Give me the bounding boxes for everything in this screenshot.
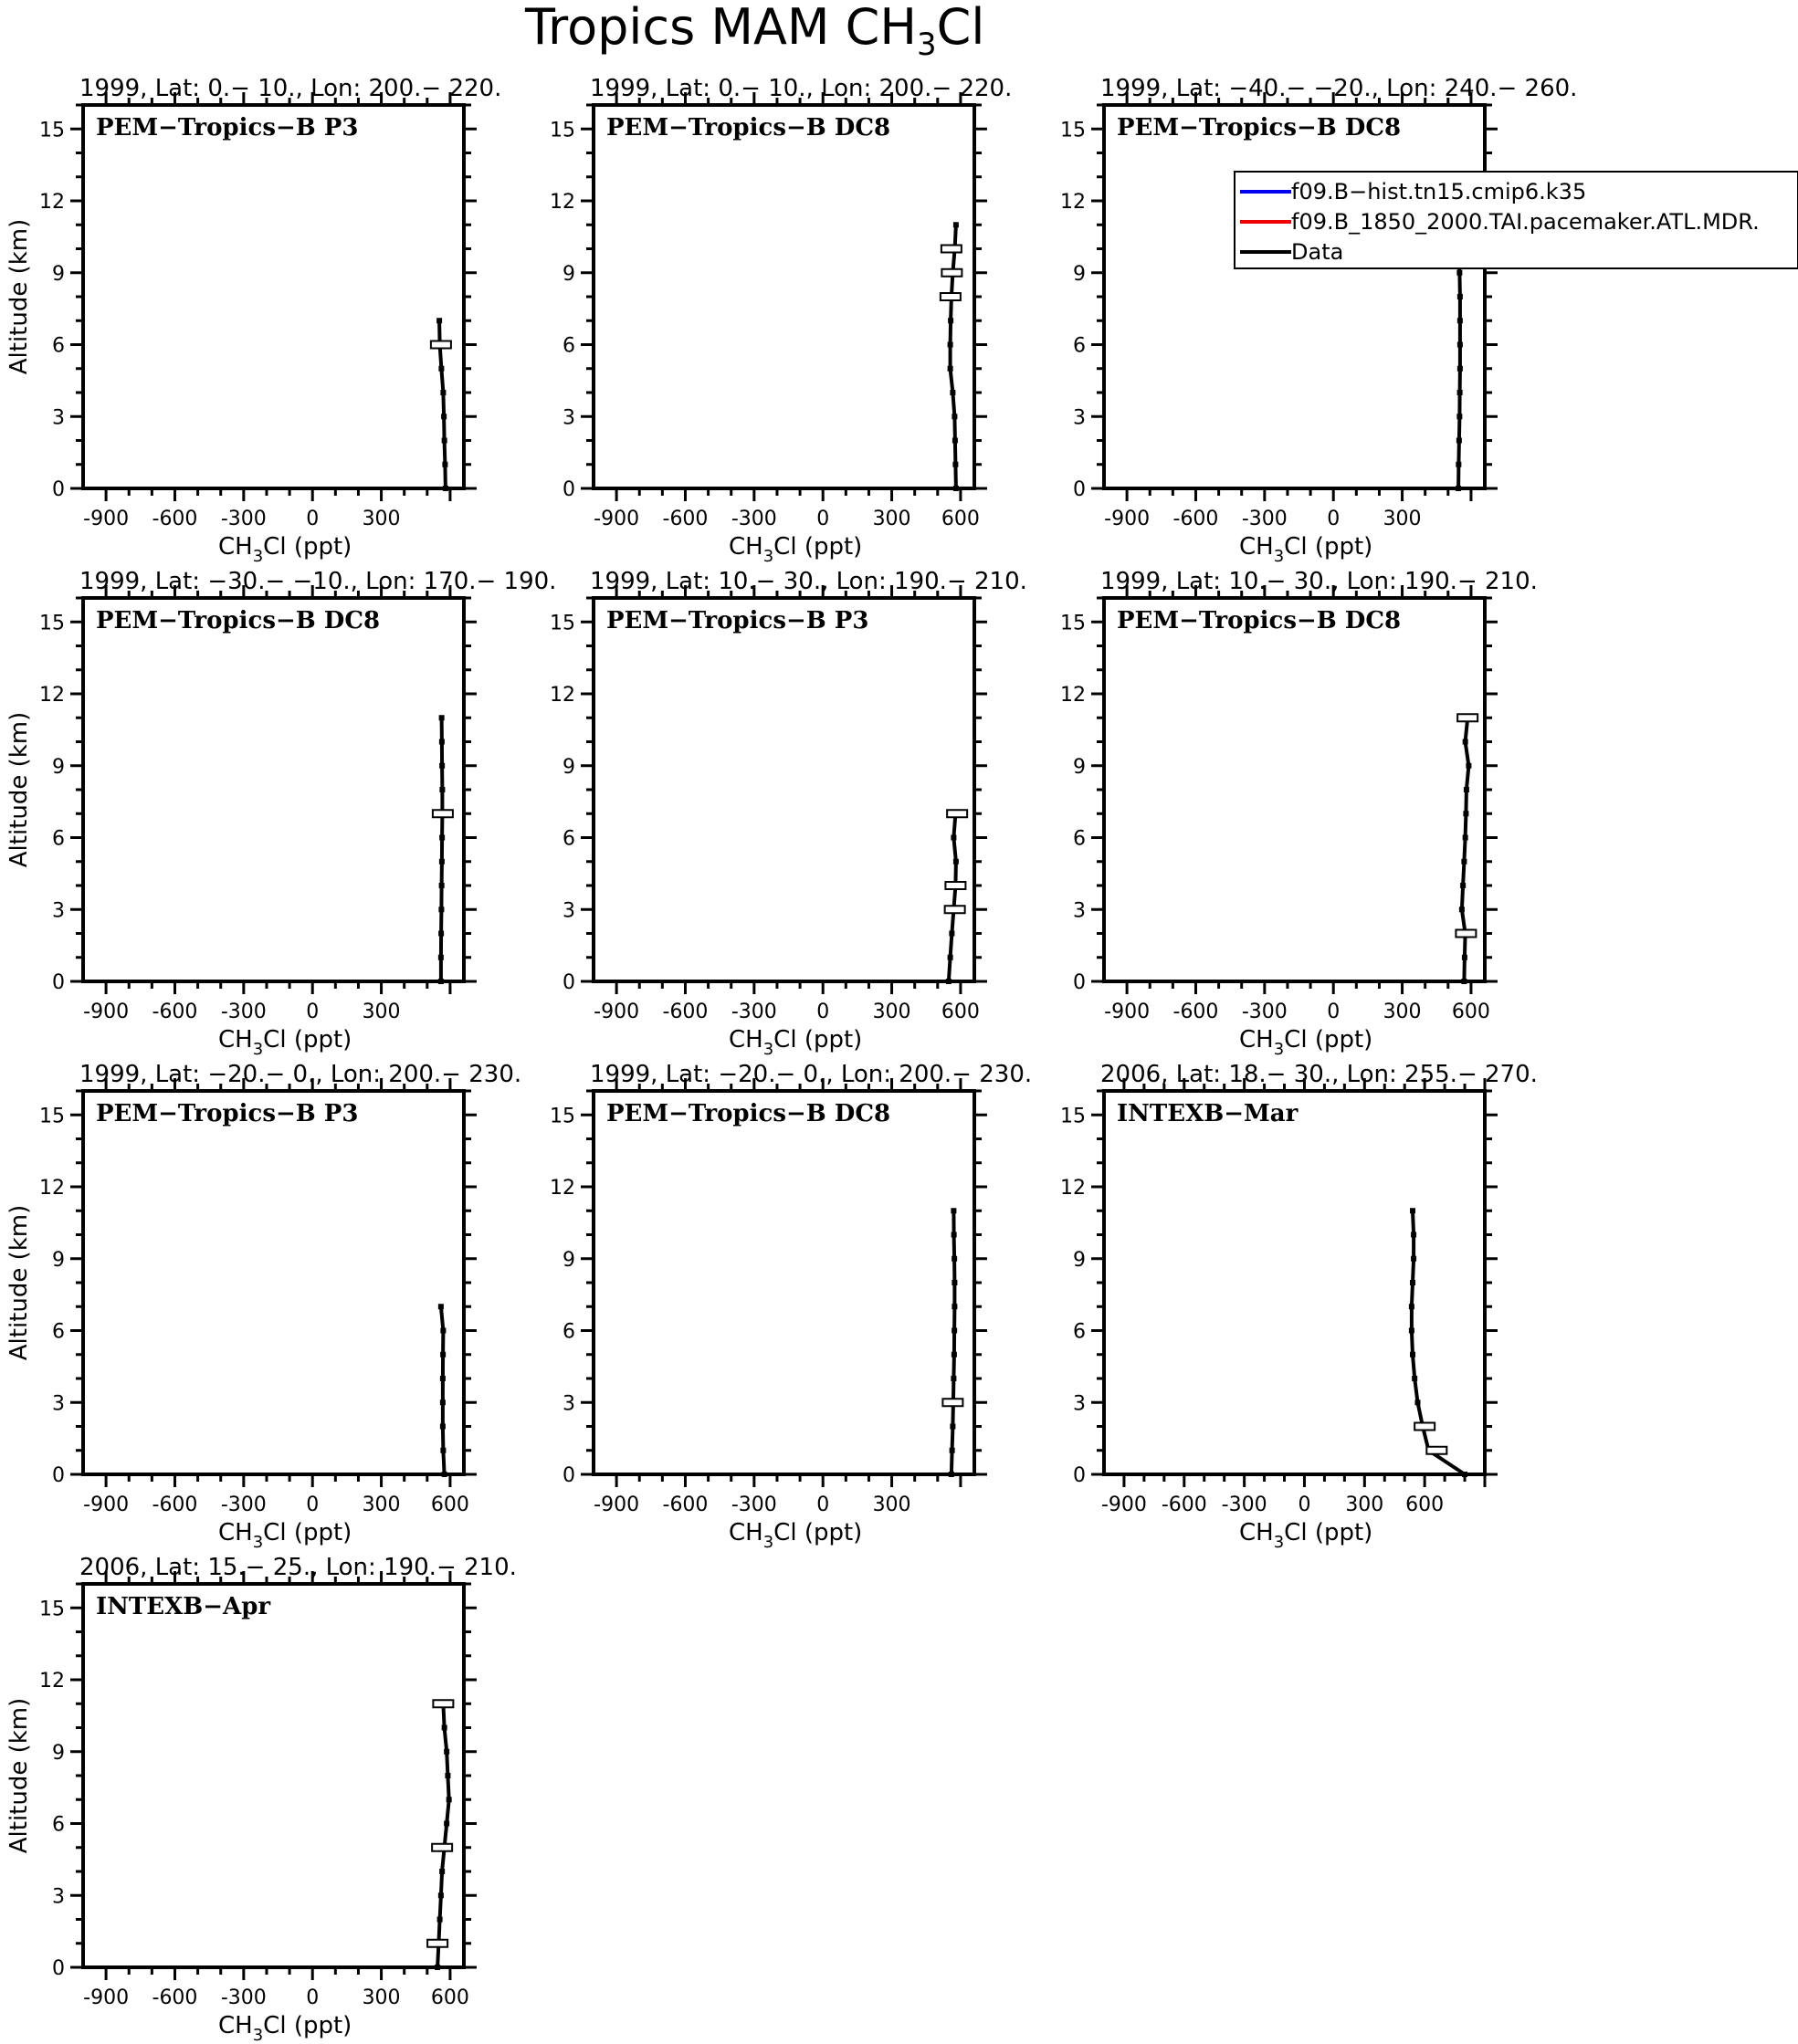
xtick-label: 600 <box>1405 1494 1445 1516</box>
ytick-label: 0 <box>563 1464 575 1487</box>
data-point <box>439 715 445 720</box>
data-point <box>1459 907 1465 912</box>
xtick-label: -300 <box>1221 1494 1267 1516</box>
ytick-label: 3 <box>563 899 575 923</box>
plot-frame <box>1104 598 1485 981</box>
data-point <box>445 1773 450 1778</box>
data-point <box>442 1725 447 1731</box>
xtick-label: -900 <box>83 1986 130 2009</box>
plot-frame <box>83 1091 464 1474</box>
x-axis-label: $CH_3Cl$ (ppt) <box>729 1026 863 1059</box>
legend <box>1235 172 1798 268</box>
data-point <box>1466 763 1471 769</box>
xtick-label: 300 <box>872 1494 911 1516</box>
data-point <box>438 955 444 960</box>
data-point <box>1456 438 1462 444</box>
plot-frame <box>83 105 464 488</box>
ytick-label: 15 <box>1060 119 1086 142</box>
panel-5 <box>550 568 1027 1059</box>
campaign-label: PEM−Tropics−B P3 <box>96 114 359 142</box>
data-point <box>442 1472 447 1477</box>
xtick-label: 0 <box>306 1494 320 1516</box>
ytick-label: 0 <box>1073 478 1086 501</box>
data-point <box>439 883 445 888</box>
y-axis-label: Altitude (km) <box>5 1204 33 1361</box>
panel-title: 2006, Lat: 18.− 30., Lon: 255.− 270. <box>1100 1061 1538 1088</box>
data-point <box>953 486 959 491</box>
data-point <box>952 462 958 467</box>
campaign-label: PEM−Tropics−B DC8 <box>606 114 891 142</box>
panel-title: 1999, Lat: −40.− −20., Lon: 240.− 260. <box>1100 75 1578 102</box>
ytick-label: 6 <box>52 827 65 851</box>
legend-label: Data <box>1291 239 1344 265</box>
xtick-label: -300 <box>220 1001 267 1023</box>
data-point <box>442 438 447 444</box>
xtick-label: -600 <box>152 1494 198 1516</box>
xtick-label: -600 <box>152 1001 198 1023</box>
data-point <box>439 739 445 745</box>
data-point <box>950 1448 955 1453</box>
ytick-label: 15 <box>39 119 65 142</box>
xtick-label: -300 <box>731 1001 777 1023</box>
series-data-line <box>951 225 956 488</box>
campaign-label: PEM−Tropics−B DC8 <box>96 607 381 634</box>
data-point <box>1457 342 1463 348</box>
xtick-label: -600 <box>662 508 709 530</box>
ytick-label: 15 <box>550 612 575 635</box>
data-point <box>438 366 444 372</box>
data-point <box>440 1399 446 1405</box>
ytick-label: 3 <box>1073 899 1086 923</box>
data-point <box>443 486 448 491</box>
x-axis-label: $CH_3Cl$ (ppt) <box>729 533 863 566</box>
data-point <box>1463 811 1468 816</box>
xtick-label: 0 <box>306 1986 320 2009</box>
data-point <box>440 1376 446 1381</box>
data-point <box>1462 1472 1467 1477</box>
xtick-label: 300 <box>362 1986 401 2009</box>
ytick-label: 12 <box>1060 684 1086 707</box>
data-point <box>952 1328 957 1334</box>
spread-box <box>942 1399 962 1406</box>
campaign-label: PEM−Tropics−B P3 <box>96 1100 359 1127</box>
plot-frame <box>83 1584 464 1967</box>
data-point <box>438 1304 444 1309</box>
campaign-label: PEM−Tropics−B DC8 <box>1117 114 1402 142</box>
data-point <box>439 1869 445 1874</box>
panel-10 <box>5 1554 517 2044</box>
x-axis-label: $CH_3Cl$ (ppt) <box>218 1026 352 1059</box>
ytick-label: 15 <box>1060 1105 1086 1128</box>
xtick-label: 0 <box>1298 1494 1311 1516</box>
ytick-label: 6 <box>1073 827 1086 851</box>
xtick-label: 600 <box>941 508 980 530</box>
data-point <box>1411 1256 1416 1262</box>
ytick-label: 9 <box>52 1741 65 1765</box>
x-axis-label: $CH_3Cl$ (ppt) <box>1239 1026 1373 1059</box>
data-point <box>1410 1280 1415 1285</box>
xtick-label: 300 <box>872 1001 911 1023</box>
xtick-label: -900 <box>1104 1001 1151 1023</box>
xtick-label: 300 <box>1345 1494 1384 1516</box>
data-point <box>441 414 447 419</box>
data-point <box>439 835 445 841</box>
panel-title: 1999, Lat: 0.− 10., Lon: 200.− 220. <box>79 75 502 102</box>
xtick-label: 300 <box>1383 1001 1422 1023</box>
ytick-label: 0 <box>563 478 575 501</box>
ytick-label: 3 <box>563 1392 575 1416</box>
ytick-label: 15 <box>39 1105 65 1128</box>
ytick-label: 12 <box>39 191 65 214</box>
xtick-label: 0 <box>1327 1001 1341 1023</box>
plot-frame <box>594 1091 974 1474</box>
ytick-label: 0 <box>52 478 65 501</box>
ytick-label: 3 <box>52 1392 65 1416</box>
data-point <box>439 859 445 865</box>
campaign-label: INTEXB−Mar <box>1117 1100 1299 1127</box>
ytick-label: 15 <box>550 119 575 142</box>
xtick-label: -600 <box>152 508 198 530</box>
campaign-label: INTEXB−Apr <box>96 1593 271 1620</box>
panel-4 <box>5 568 556 1059</box>
plot-frame <box>594 105 974 488</box>
data-point <box>440 1328 446 1334</box>
data-point <box>437 1917 443 1923</box>
xtick-label: -900 <box>83 1494 130 1516</box>
xtick-label: 0 <box>1327 508 1341 530</box>
ytick-label: 12 <box>39 1177 65 1200</box>
xtick-label: 0 <box>816 1494 830 1516</box>
data-point <box>1456 462 1461 467</box>
y-axis-label: Altitude (km) <box>5 1697 33 1854</box>
series-data-line <box>1462 718 1469 981</box>
xtick-label: -300 <box>1241 508 1288 530</box>
xtick-label: 0 <box>816 508 830 530</box>
ytick-label: 12 <box>39 684 65 707</box>
xtick-label: -300 <box>220 1494 267 1516</box>
spread-box <box>941 246 962 253</box>
panels <box>5 75 1577 2044</box>
xtick-label: -900 <box>83 508 130 530</box>
data-point <box>439 787 445 792</box>
panel-3 <box>1060 75 1577 566</box>
data-point <box>948 366 953 372</box>
xtick-label: -600 <box>152 1986 198 2009</box>
data-point <box>1457 294 1463 299</box>
data-point <box>438 1892 444 1898</box>
x-axis-label: $CH_3Cl$ (ppt) <box>1239 1519 1373 1552</box>
xtick-label: 300 <box>362 1001 401 1023</box>
xtick-label: 0 <box>306 1001 320 1023</box>
data-point <box>1411 1232 1416 1238</box>
data-point <box>1462 955 1467 960</box>
ytick-label: 12 <box>550 684 575 707</box>
xtick-label: -600 <box>1172 508 1219 530</box>
data-point <box>1457 390 1463 395</box>
data-point <box>1412 1376 1417 1381</box>
ytick-label: 9 <box>52 262 65 286</box>
data-point <box>953 222 959 227</box>
xtick-label: -900 <box>594 1001 640 1023</box>
data-point <box>952 1280 957 1285</box>
ytick-label: 3 <box>1073 1392 1086 1416</box>
xtick-label: 600 <box>1451 1001 1490 1023</box>
y-axis-label: Altitude (km) <box>5 711 33 868</box>
y-axis-label: Altitude (km) <box>5 218 33 375</box>
data-point <box>952 1352 957 1357</box>
ytick-label: 9 <box>1073 755 1086 779</box>
ytick-label: 3 <box>52 1885 65 1909</box>
data-point <box>951 1208 956 1213</box>
data-point <box>1463 835 1468 841</box>
legend-label: f09.B_1850_2000.TAI.pacemaker.ATL.MDR. <box>1291 209 1760 235</box>
xtick-label: -300 <box>220 1986 267 2009</box>
data-point <box>951 1376 956 1381</box>
data-point <box>1457 366 1463 372</box>
ytick-label: 0 <box>52 971 65 994</box>
xtick-label: -600 <box>1161 1494 1207 1516</box>
ytick-label: 0 <box>563 971 575 994</box>
xtick-label: -600 <box>662 1494 709 1516</box>
data-point <box>949 1472 954 1477</box>
spread-box <box>1457 714 1477 721</box>
data-point <box>1456 414 1462 419</box>
xtick-label: 300 <box>362 1494 401 1516</box>
ytick-label: 12 <box>1060 1177 1086 1200</box>
data-point <box>1457 318 1463 323</box>
xtick-label: -900 <box>1104 508 1151 530</box>
x-axis-label: $CH_3Cl$ (ppt) <box>729 1519 863 1552</box>
data-point <box>436 318 442 323</box>
panel-title: 1999, Lat: −30.− −10., Lon: 170.− 190. <box>79 568 557 595</box>
panel-1 <box>5 75 501 566</box>
data-point <box>1414 1399 1420 1405</box>
data-point <box>1460 883 1466 888</box>
xtick-label: -900 <box>1100 1494 1147 1516</box>
data-point <box>952 1304 957 1309</box>
xtick-label: -300 <box>731 1494 777 1516</box>
spread-box <box>431 341 451 349</box>
plot-frame <box>594 598 974 981</box>
panel-title: 1999, Lat: −20.− 0., Lon: 200.− 230. <box>590 1061 1033 1088</box>
spread-box <box>433 810 453 817</box>
data-point <box>438 931 444 937</box>
ytick-label: 9 <box>1073 1248 1086 1272</box>
xtick-label: 300 <box>1383 508 1422 530</box>
panel-9 <box>1060 1061 1538 1552</box>
ytick-label: 6 <box>52 1320 65 1344</box>
figure-title: Tropics MAM $CH_3Cl$ <box>525 0 985 63</box>
data-point <box>440 1424 446 1430</box>
data-point <box>948 342 953 348</box>
ytick-label: 6 <box>563 827 575 851</box>
data-point <box>435 1965 440 1970</box>
spread-box <box>945 882 965 889</box>
ytick-label: 12 <box>550 191 575 214</box>
ytick-label: 0 <box>1073 971 1086 994</box>
ytick-label: 3 <box>1073 406 1086 430</box>
series-data-line <box>1412 1211 1465 1474</box>
campaign-label: PEM−Tropics−B P3 <box>606 607 869 634</box>
spread-box <box>941 269 962 277</box>
spread-box <box>941 293 961 300</box>
ytick-label: 0 <box>52 1464 65 1487</box>
xtick-label: -900 <box>594 508 640 530</box>
spread-box <box>432 1844 452 1851</box>
data-point <box>447 1797 452 1802</box>
xtick-label: -300 <box>731 508 777 530</box>
ytick-label: 9 <box>563 262 575 286</box>
data-point <box>438 907 444 912</box>
xtick-label: 600 <box>941 1001 980 1023</box>
data-point <box>950 1424 955 1430</box>
data-point <box>952 414 957 419</box>
ytick-label: 15 <box>1060 612 1086 635</box>
data-point <box>948 318 953 323</box>
xtick-label: -600 <box>1172 1001 1219 1023</box>
panel-title: 1999, Lat: 10.− 30., Lon: 190.− 210. <box>1100 568 1538 595</box>
data-point <box>440 390 446 395</box>
data-point <box>952 1232 957 1238</box>
ytick-label: 3 <box>52 899 65 923</box>
xtick-label: 300 <box>872 508 911 530</box>
data-point <box>1463 739 1468 745</box>
data-point <box>444 1749 449 1755</box>
panel-title: 1999, Lat: 0.− 10., Lon: 200.− 220. <box>590 75 1013 102</box>
data-point <box>953 859 959 865</box>
xtick-label: 600 <box>430 1986 469 2009</box>
data-point <box>1409 1304 1414 1309</box>
ytick-label: 12 <box>550 1177 575 1200</box>
ytick-label: 6 <box>52 1813 65 1837</box>
xtick-label: 600 <box>430 1494 469 1516</box>
series-data-line <box>952 1211 955 1474</box>
data-point <box>951 835 956 841</box>
xtick-label: -300 <box>220 508 267 530</box>
data-point <box>1410 1208 1415 1213</box>
data-point <box>952 1256 957 1262</box>
data-point <box>946 979 952 984</box>
legend-label: f09.B−hist.tn15.cmip6.k35 <box>1291 179 1587 204</box>
data-point <box>1461 979 1467 984</box>
spread-box <box>945 906 965 913</box>
data-point <box>440 1448 446 1453</box>
ytick-label: 9 <box>52 1248 65 1272</box>
panel-title: 1999, Lat: −20.− 0., Lon: 200.− 230. <box>79 1061 522 1088</box>
ytick-label: 9 <box>563 755 575 779</box>
ytick-label: 0 <box>1073 1464 1086 1487</box>
ytick-label: 15 <box>39 1598 65 1621</box>
data-point <box>1461 859 1467 865</box>
ytick-label: 9 <box>1073 262 1086 286</box>
ytick-label: 9 <box>52 755 65 779</box>
data-point <box>1410 1352 1415 1357</box>
data-point <box>439 763 445 769</box>
spread-box <box>427 1940 447 1947</box>
data-point <box>440 1352 446 1357</box>
panel-6 <box>1060 568 1538 1059</box>
spread-box <box>947 810 967 817</box>
plot-frame <box>83 598 464 981</box>
panel-7 <box>5 1061 521 1552</box>
data-point <box>948 955 953 960</box>
x-axis-label: $CH_3Cl$ (ppt) <box>218 533 352 566</box>
data-point <box>1464 787 1469 792</box>
xtick-label: 300 <box>362 508 401 530</box>
panel-8 <box>550 1061 1032 1552</box>
data-point <box>1409 1328 1414 1334</box>
spread-box <box>1456 930 1476 938</box>
panel-title: 1999, Lat: 10.− 30., Lon: 190.− 210. <box>590 568 1027 595</box>
campaign-label: PEM−Tropics−B DC8 <box>606 1100 891 1127</box>
ytick-label: 0 <box>52 1957 65 1980</box>
data-point <box>1456 486 1461 491</box>
ytick-label: 15 <box>39 612 65 635</box>
ytick-label: 15 <box>550 1105 575 1128</box>
data-point <box>949 931 954 937</box>
ytick-label: 6 <box>563 334 575 358</box>
ytick-label: 9 <box>563 1248 575 1272</box>
ytick-label: 6 <box>1073 1320 1086 1344</box>
ytick-label: 3 <box>563 406 575 430</box>
xtick-label: -900 <box>83 1001 130 1023</box>
ytick-label: 6 <box>52 334 65 358</box>
spread-box <box>1426 1447 1446 1454</box>
ytick-label: 6 <box>563 1320 575 1344</box>
data-point <box>444 1821 449 1827</box>
xtick-label: -300 <box>1241 1001 1288 1023</box>
x-axis-label: $CH_3Cl$ (ppt) <box>218 2012 352 2044</box>
xtick-label: -600 <box>662 1001 709 1023</box>
series-data-line <box>437 1703 449 1967</box>
xtick-label: -900 <box>594 1494 640 1516</box>
ytick-label: 6 <box>1073 334 1086 358</box>
series-data-line <box>441 718 443 981</box>
xtick-label: 0 <box>816 1001 830 1023</box>
ytick-label: 12 <box>39 1670 65 1693</box>
plot-frame <box>1104 1091 1485 1474</box>
panel-2 <box>550 75 1012 566</box>
data-point <box>1456 270 1462 276</box>
data-point <box>952 438 958 444</box>
campaign-label: PEM−Tropics−B DC8 <box>1117 607 1402 634</box>
panel-title: 2006, Lat: 15.− 25., Lon: 190.− 210. <box>79 1554 517 1581</box>
data-point <box>438 979 444 984</box>
ytick-label: 3 <box>52 406 65 430</box>
ytick-label: 12 <box>1060 191 1086 214</box>
x-axis-label: $CH_3Cl$ (ppt) <box>1239 533 1373 566</box>
data-point <box>442 462 447 467</box>
spread-box <box>1414 1423 1435 1431</box>
xtick-label: 0 <box>306 508 320 530</box>
x-axis-label: $CH_3Cl$ (ppt) <box>218 1519 352 1552</box>
data-point <box>950 390 955 395</box>
plot-frame <box>1104 105 1485 488</box>
spread-box <box>433 1700 453 1707</box>
